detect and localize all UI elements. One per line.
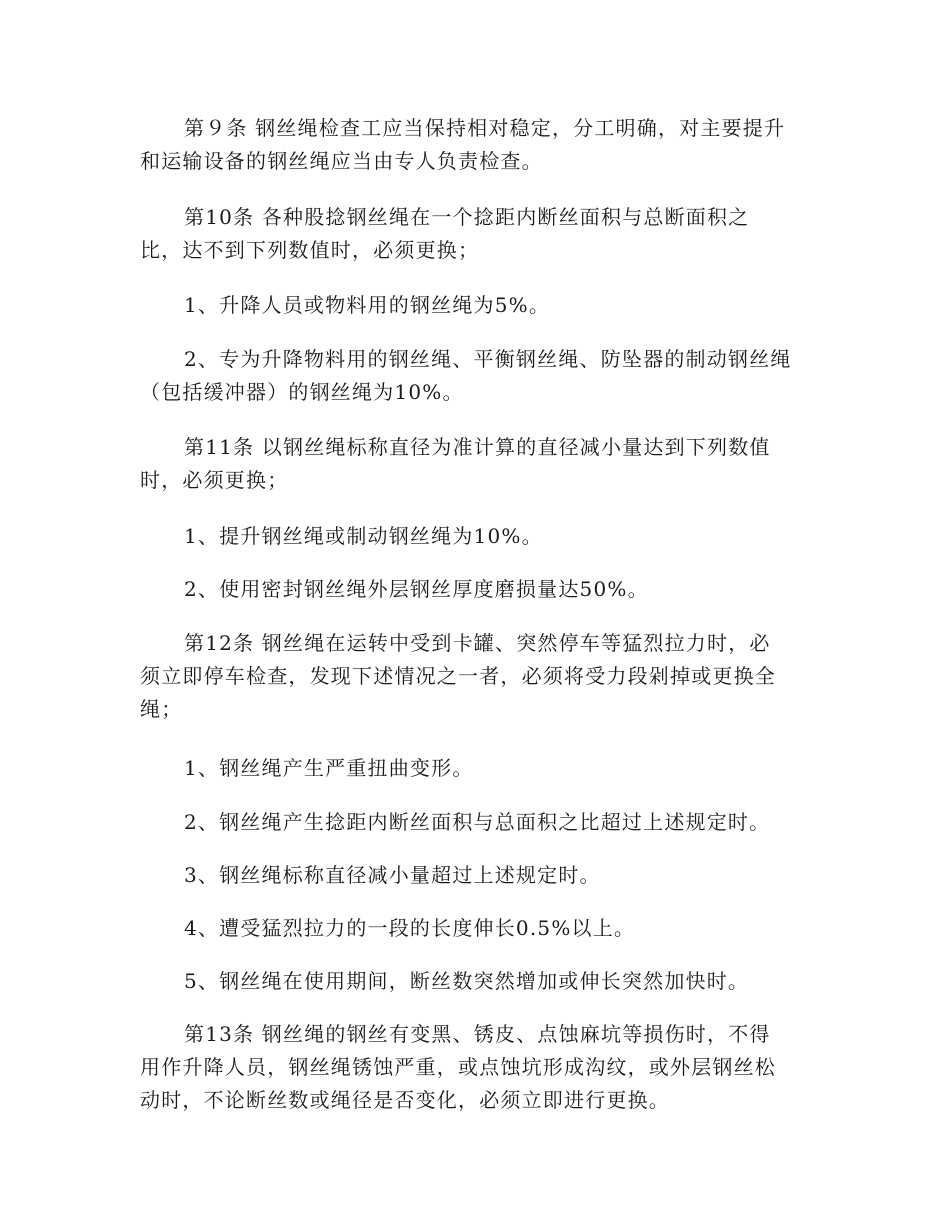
article-12-item-1: 1、钢丝绳产生严重扭曲变形。	[184, 756, 474, 780]
article-10-item-1: 1、升降人员或物料用的钢丝绳为5%。	[184, 293, 551, 317]
article-10-line-1: 第10条 各种股捻钢丝绳在一个捻距内断丝面积与总断面积之	[184, 205, 750, 229]
article-11-paragraph: 第11条 以钢丝绳标称直径为准计算的直径减小量达到下列数值 时，必须更换；	[140, 435, 771, 492]
article-13-paragraph: 第13条 钢丝绳的钢丝有变黑、锈皮、点蚀麻坑等损伤时，不得 用作升降人员，钢丝绳锈蚀严重，或点蚀坑形成沟纹，或外层钢丝松 动时，不论断丝数或绳径是否变化，必须立即进行更换。	[140, 1022, 776, 1112]
article-9-line-2: 和运输设备的钢丝绳应当由专人负责检查。	[140, 149, 543, 173]
article-9-paragraph	[140, 112, 812, 178]
article-10-line-2: 比，达不到下列数值时，必须更换；	[140, 238, 480, 262]
article-12-paragraph: 第12条 钢丝绳在运转中受到卡罐、突然停车等猛烈拉力时，必 须立即停车检查，发现下述情况之一者，必须将受力段剁掉或更换全 绳；	[140, 631, 776, 721]
article-12-item-4: 4、遭受猛烈拉力的一段的长度伸长0.5%以上。	[184, 916, 636, 940]
article-12-item-5: 5、钢丝绳在使用期间，断丝数突然增加或伸长突然加快时。	[184, 969, 750, 993]
article-11-item-1: 1、提升钢丝绳或制动钢丝绳为10%。	[184, 524, 543, 548]
article-9-line-1: 第９条 钢丝绳检查工应当保持相对稳定，分工明确，对主要提升	[184, 116, 786, 140]
article-12-item-3: 3、钢丝绳标称直径减小量超过上述规定时。	[184, 863, 601, 887]
article-12-item-2: 2、钢丝绳产生捻距内断丝面积与总面积之比超过上述规定时。	[184, 810, 771, 834]
article-10-paragraph	[140, 201, 812, 267]
article-11-item-2: 2、使用密封钢丝绳外层钢丝厚度磨损量达50%。	[184, 577, 649, 601]
article-10-item-2: 2、专为升降物料用的钢丝绳、平衡钢丝绳、防坠器的制动钢丝绳 （包括缓冲器）的钢丝绳为10%。	[140, 347, 792, 404]
